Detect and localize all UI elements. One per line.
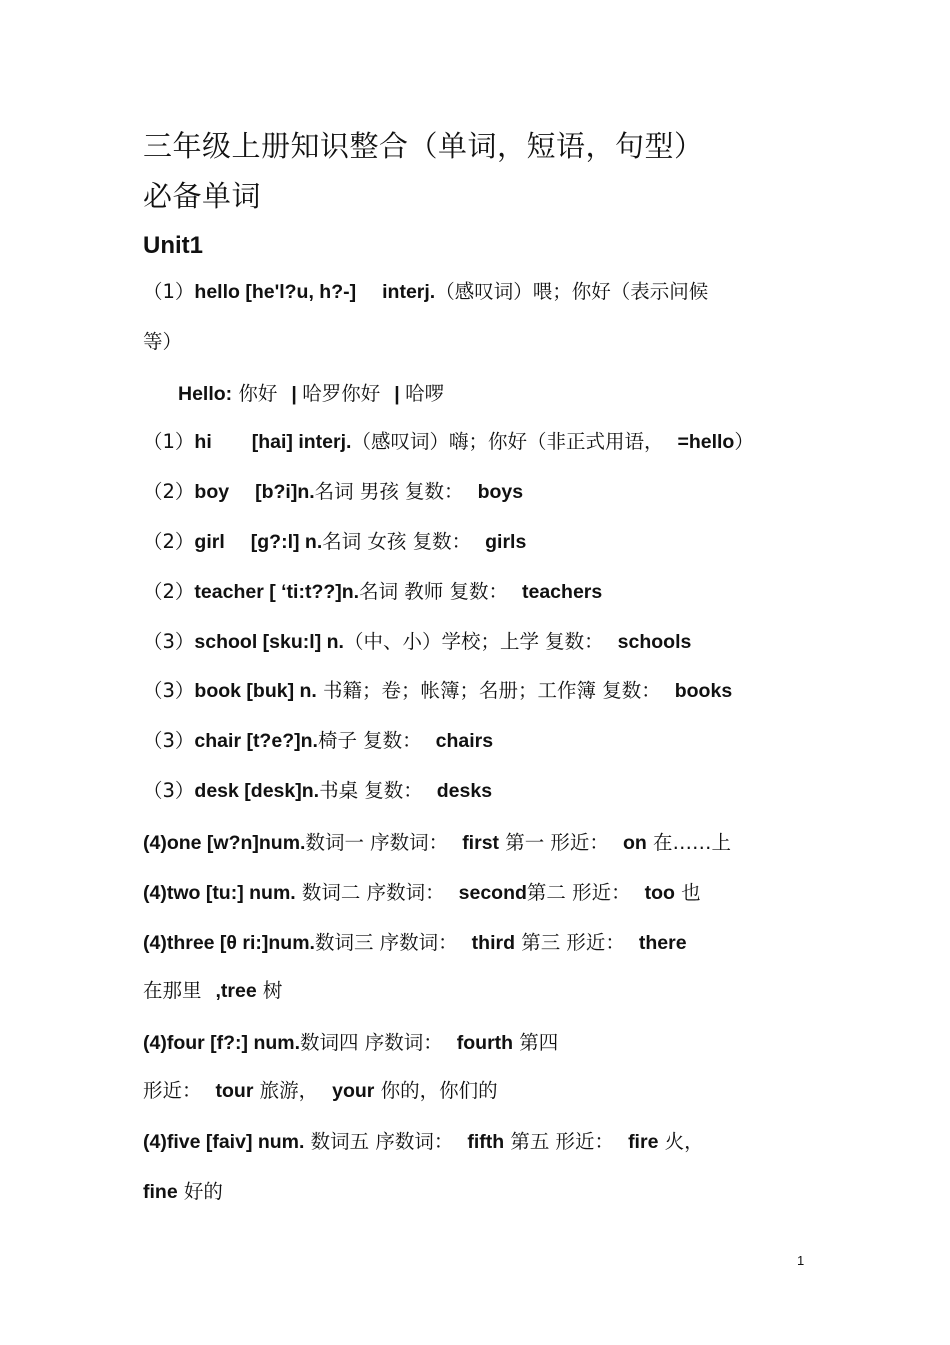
entry-three: (4)three [θ ri:]num.数词三 序数词： third 第三 形近： there: [143, 931, 687, 954]
entry-hello-cont: 等）: [143, 330, 183, 353]
entry-five: (4)five [faiv] num. 数词五 序数词： fifth 第五 形近： fire 火，: [143, 1130, 704, 1153]
entry-girl: （2）girl [ɡ?:l] n.名词 女孩 复数： girls: [143, 530, 527, 553]
entry-one: (4)one [w?n]num.数词一 序数词： first 第一 形近： on 在……上: [143, 831, 731, 854]
entry-book: （3）book [buk] n. 书籍；卷；帐簿；名册；工作簿 复数： books: [143, 679, 733, 702]
section-heading: 必备单词: [143, 179, 262, 213]
entry-hello: （1）hello [he'l?u, h?-] interj.（感叹词）喂；你好（表示问候: [143, 280, 709, 303]
entry-four-cont: 形近： tour 旅游， your 你的，你们的: [143, 1079, 498, 1102]
entry-boy: （2）boy [b?i]n.名词 男孩 复数： boys: [143, 480, 524, 503]
entry-two: (4)two [tu:] num. 数词二 序数词： second第二 形近： too 也: [143, 881, 701, 904]
entry-desk: （3）desk [desk]n.书桌 复数： desks: [143, 779, 493, 802]
page-title: 三年级上册知识整合（单词，短语，句型）: [143, 129, 704, 163]
page-number: 1: [797, 1253, 805, 1268]
entry-five-cont: fine 好的: [143, 1180, 223, 1203]
entry-four: (4)four [f?:] num.数词四 序数词： fourth 第四: [143, 1031, 559, 1054]
entry-chair: （3）chair [t?e?]n.椅子 复数： chairs: [143, 729, 494, 752]
entry-three-cont: 在那里 ,tree 树: [143, 979, 283, 1002]
entry-teacher: （2）teacher [ ‘ti:t??]n.名词 教师 复数： teachers: [143, 580, 603, 603]
unit-heading: Unit1: [143, 232, 203, 259]
entry-hello-meaning: Hello: 你好 | 哈罗你好 | 哈啰: [178, 382, 445, 405]
entry-school: （3）school [sku:l] n.（中、小）学校；上学 复数： schools: [143, 630, 692, 653]
entry-hi: （1）hi [hai] interj.（感叹词）嗨；你好（非正式用语， =hello）: [143, 430, 754, 453]
